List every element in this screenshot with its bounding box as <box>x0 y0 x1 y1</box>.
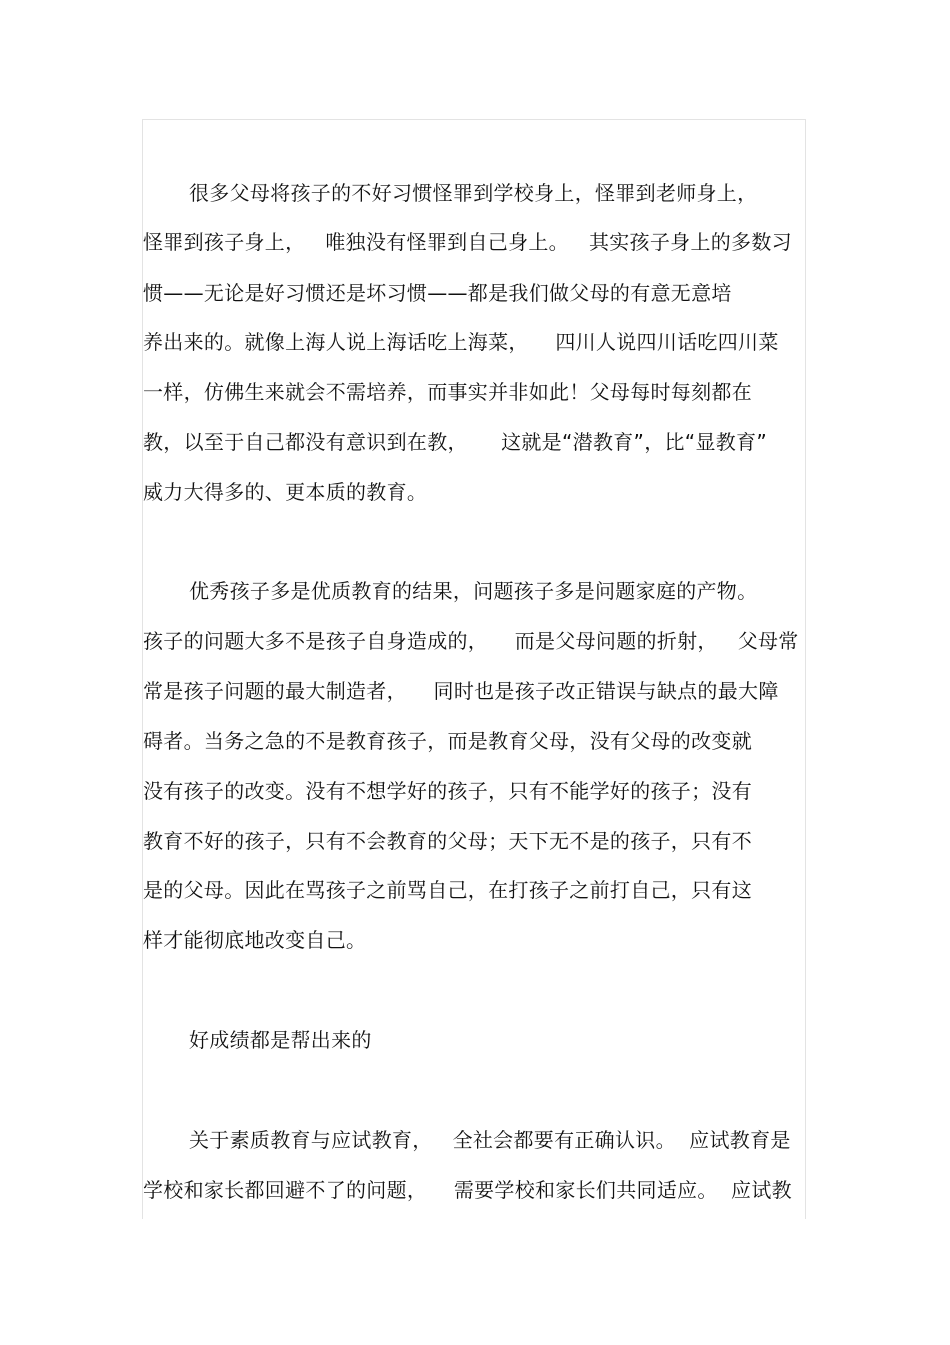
paragraph-2-line-7: 是的父母。因此在骂孩子之前骂自己，在打孩子之前打自己，只有这 <box>143 878 752 902</box>
paragraph-1-line-3: 惯——无论是好习惯还是坏习惯——都是我们做父母的有意无意培 <box>143 281 732 305</box>
paragraph-2-line-2: 孩子的问题大多不是孩子自身造成的， 而是父母问题的折射， 父母常 <box>143 629 799 653</box>
section-heading: 好成绩都是帮出来的 <box>189 1028 372 1052</box>
paragraph-2-line-8: 样才能彻底地改变自己。 <box>143 928 367 952</box>
paragraph-1-line-7: 威力大得多的、更本质的教育。 <box>143 480 428 504</box>
paragraph-1-line-1: 很多父母将孩子的不好习惯怪罪到学校身上，怪罪到老师身上， <box>189 181 758 205</box>
paragraph-2-line-5: 没有孩子的改变。没有不想学好的孩子，只有不能学好的孩子；没有 <box>143 779 752 803</box>
paragraph-1-line-5: 一样，仿佛生来就会不需培养，而事实并非如此！父母每时每刻都在 <box>143 380 752 404</box>
paragraph-2-line-4: 碍者。当务之急的不是教育孩子，而是教育父母，没有父母的改变就 <box>143 729 752 753</box>
paragraph-2-line-3: 常是孩子问题的最大制造者， 同时也是孩子改正错误与缺点的最大障 <box>143 679 779 703</box>
paragraph-2-line-1: 优秀孩子多是优质教育的结果，问题孩子多是问题家庭的产物。 <box>189 579 758 603</box>
paragraph-1-line-2: 怪罪到孩子身上， 唯独没有怪罪到自己身上。 其实孩子身上的多数习 <box>143 230 792 254</box>
paragraph-3-line-2: 学校和家长都回避不了的问题， 需要学校和家长们共同适应。 应试教 <box>143 1178 792 1202</box>
paragraph-1-line-6: 教，以至于自己都没有意识到在教， 这就是“潜教育”，比“显教育” <box>143 430 768 454</box>
paragraph-3-line-1: 关于素质教育与应试教育， 全社会都要有正确认识。 应试教育是 <box>189 1128 791 1152</box>
paragraph-1-line-4: 养出来的。就像上海人说上海话吃上海菜， 四川人说四川话吃四川菜 <box>143 330 779 354</box>
paragraph-2-line-6: 教育不好的孩子，只有不会教育的父母；天下无不是的孩子，只有不 <box>143 829 752 853</box>
